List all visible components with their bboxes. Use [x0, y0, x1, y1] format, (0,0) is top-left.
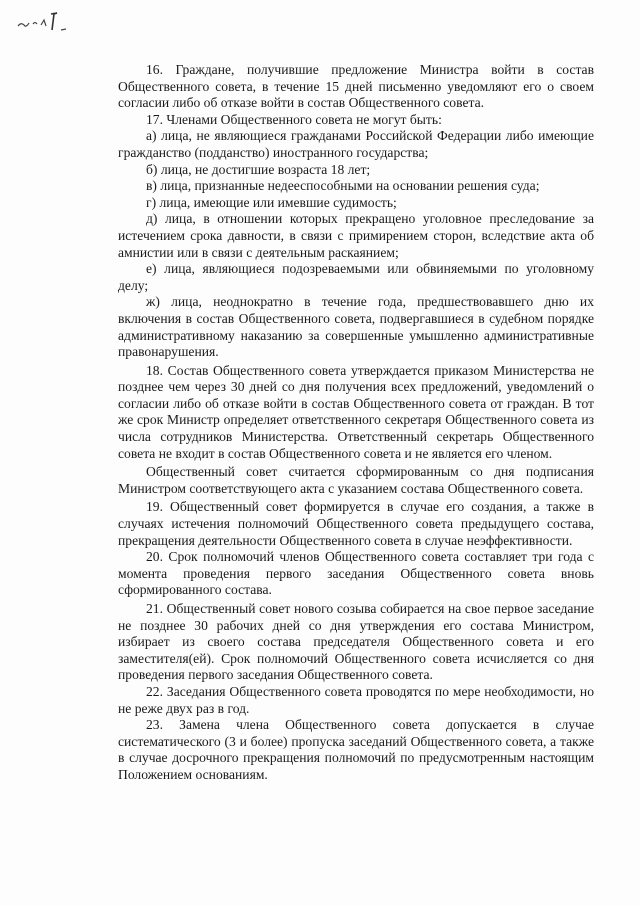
paragraph-18-formed: Общественный совет считается сформированным со дня подписания Министром соответствующего акта с указанием состава Общественного совета. [118, 464, 594, 496]
paragraph-16: 16. Граждане, получившие предложение Министра войти в состав Общественного совета, в течение 15 дней письменно уведомляют его о своем согласии либо об отказе войти в состав Общественного совета. [118, 62, 594, 111]
handwritten-mark [14, 10, 74, 36]
paragraph-23: 23. Замена члена Общественного совета допускается в случае систематического (3 и более) пропуска заседаний Общественного совета, а также в случае досрочного прекращения полномочий по предусмотренным настоящим Положением основаниям. [118, 717, 594, 782]
paragraph-17-zh: ж) лица, неоднократно в течение года, предшествовавшего дню их включения в состав Общественного совета, подвергавшиеся в судебном порядке административному наказанию за совершенные умышленно административные правонарушения. [118, 294, 594, 360]
paragraph-19: 19. Общественный совет формируется в случае его создания, а также в случаях истечения полномочий Общественного совета предыдущего состава, прекращения деятельности Общественного совета в случае неэффективности. [118, 499, 594, 548]
paragraph-17-v: в) лица, признанные недееспособными на основании решения суда; [146, 178, 540, 194]
paragraph-20: 20. Срок полномочий членов Общественного совета составляет три года с момента проведения первого заседания Общественного совета вновь сформированного состава. [118, 549, 594, 598]
paragraph-22: 22. Заседания Общественного совета проводятся по мере необходимости, но не реже двух раз в год. [118, 683, 594, 716]
paragraph-17-e: е) лица, являющиеся подозреваемыми или обвиняемыми по уголовному делу; [118, 261, 594, 293]
paragraph-17-d: д) лица, в отношении которых прекращено уголовное преследование за истечением срока давности, в связи с примирением сторон, вследствие акта об амнистии или в связи с деятельным раскаянием; [118, 211, 594, 260]
document-text [118, 62, 594, 784]
paragraph-18: 18. Состав Общественного совета утверждается приказом Министерства не позднее чем через 30 дней со дня получения всех предложений, уведомлений о согласии либо об отказе войти в состав Общественного совета от граждан. В тот же срок Министр определяет ответственного секретаря Общественного совета из числа сотрудников Министерства. Ответственный секретарь Общественного совета не входит в состав Общественного совета и не является его членом. [118, 362, 594, 461]
paragraph-17-g: г) лица, имеющие или имевшие судимость; [146, 194, 397, 210]
paragraph-21: 21. Общественный совет нового созыва собирается на свое первое заседание не позднее 30 рабочих дней со дня утверждения его состава Министром, избирает из своего состава председателя Общественного совета и его заместителя(ей). Срок полномочий Общественного совета исчисляется со дня проведения первого заседания Общественного совета. [118, 601, 594, 683]
paragraph-17-b: б) лица, не достигшие возраста 18 лет; [146, 161, 371, 177]
paragraph-17-a: а) лица, не являющиеся гражданами Российской Федерации либо имеющие гражданство (подданство) иностранного государства; [118, 128, 594, 160]
paragraph-17: 17. Членами Общественного совета не могут быть: [146, 111, 442, 127]
